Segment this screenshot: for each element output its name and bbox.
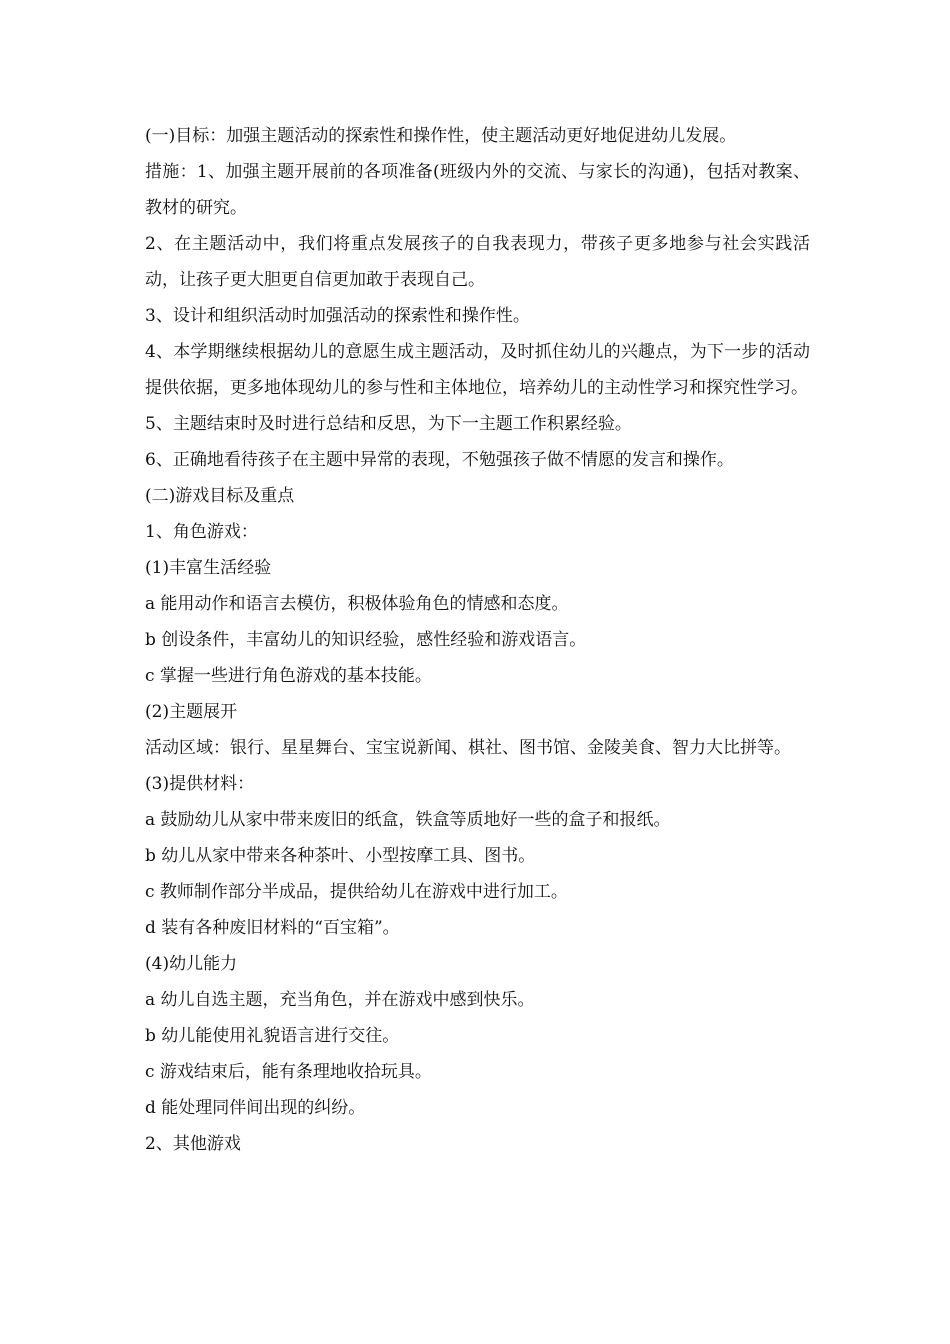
life-experience-subheading: (1)丰富生活经验 <box>145 558 272 578</box>
materials-item-d: d 装有各种废旧材料的“百宝箱”。 <box>145 918 400 938</box>
measure-4-paragraph: 4、本学期继续根据幼儿的意愿生成主题活动，及时抓住幼儿的兴趣点，为下一步的活动提供依据，更多地体现幼儿的参与性和主体地位，培养幼儿的主动性学习和探究性学习。 <box>145 342 810 398</box>
materials-item-b: b 幼儿从家中带来各种茶叶、小型按摩工具、图书。 <box>145 846 536 866</box>
ability-subheading: (4)幼儿能力 <box>145 954 238 974</box>
activity-areas-paragraph: 活动区域：银行、星星舞台、宝宝说新闻、棋社、图书馆、金陵美食、智力大比拼等。 <box>145 738 791 758</box>
measure-5-paragraph: 5、主题结束时及时进行总结和反思，为下一主题工作积累经验。 <box>145 414 632 434</box>
materials-item-a: a 鼓励幼儿从家中带来废旧的纸盒，铁盒等质地好一些的盒子和报纸。 <box>145 810 671 830</box>
measure-6-paragraph: 6、正确地看待孩子在主题中异常的表现，不勉强孩子做不情愿的发言和操作。 <box>145 450 734 470</box>
ability-item-b: b 幼儿能使用礼貌语言进行交往。 <box>145 1026 400 1046</box>
goal-heading-paragraph: (一)目标：加强主题活动的探索性和操作性，使主题活动更好地促进幼儿发展。 <box>145 126 737 146</box>
life-experience-item-a: a 能用动作和语言去模仿，积极体验角色的情感和态度。 <box>145 594 569 614</box>
other-games-heading: 2、其他游戏 <box>145 1134 241 1154</box>
materials-subheading: (3)提供材料： <box>145 774 255 794</box>
measure-2-paragraph: 2、在主题活动中，我们将重点发展孩子的自我表现力，带孩子更多地参与社会实践活动，让孩子更大胆更自信更加敢于表现自己。 <box>145 234 810 290</box>
life-experience-item-b: b 创设条件，丰富幼儿的知识经验，感性经验和游戏语言。 <box>145 630 587 650</box>
game-goals-heading: (二)游戏目标及重点 <box>145 486 295 506</box>
role-play-heading: 1、角色游戏： <box>145 522 258 542</box>
life-experience-item-c: c 掌握一些进行角色游戏的基本技能。 <box>145 666 432 686</box>
measure-1-paragraph: 措施：1、加强主题开展前的各项准备(班级内外的交流、与家长的沟通)，包括对教案、教材的研究。 <box>145 162 810 218</box>
ability-item-c: c 游戏结束后，能有条理地收拾玩具。 <box>145 1062 432 1082</box>
ability-item-d: d 能处理同伴间出现的纠纷。 <box>145 1098 366 1118</box>
measure-3-paragraph: 3、设计和组织活动时加强活动的探索性和操作性。 <box>145 306 530 326</box>
ability-item-a: a 幼儿自选主题，充当角色，并在游戏中感到快乐。 <box>145 990 535 1010</box>
materials-item-c: c 教师制作部分半成品，提供给幼儿在游戏中进行加工。 <box>145 882 568 902</box>
theme-subheading: (2)主题展开 <box>145 702 238 722</box>
document-body <box>145 118 810 1162</box>
